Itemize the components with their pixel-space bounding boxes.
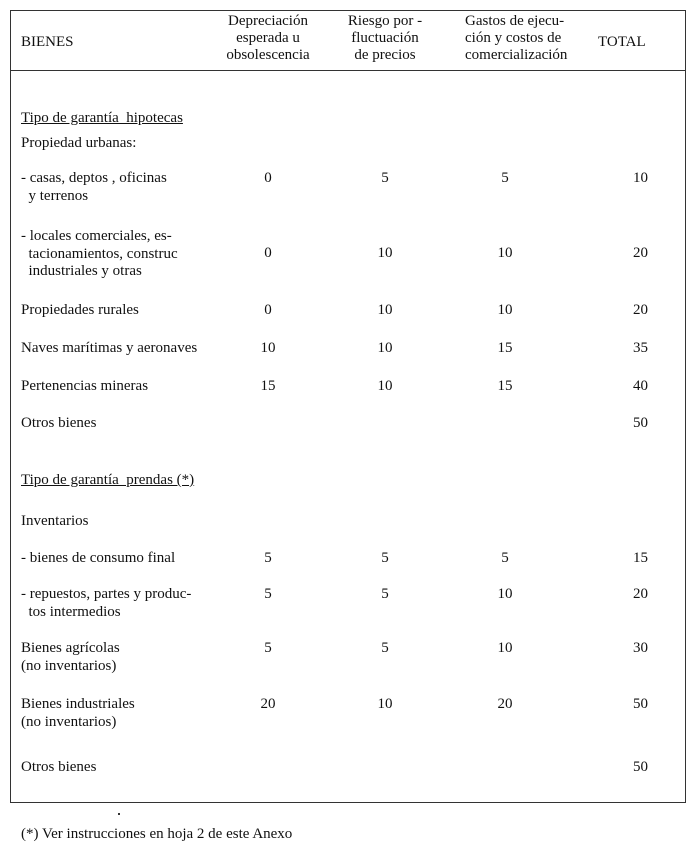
cell-depreciacion: 15 — [260, 378, 276, 394]
header-line: ción y costos de — [465, 30, 562, 46]
row-label: Propiedad urbanas: — [21, 135, 137, 151]
header-line: Riesgo por - — [347, 13, 423, 29]
cell-riesgo: 10 — [377, 378, 393, 394]
header-line: fluctuación — [351, 30, 419, 46]
header-bienes: BIENES — [21, 34, 74, 50]
speck — [118, 813, 120, 815]
row-label: - casas, deptos , oficinas y terrenos — [21, 170, 167, 204]
cell-riesgo: 10 — [377, 302, 393, 318]
cell-riesgo: 10 — [377, 245, 393, 261]
cell-depreciacion: 5 — [264, 550, 272, 566]
row-label: - bienes de consumo final — [21, 550, 176, 566]
header-line: de precios — [354, 47, 416, 63]
cell-depreciacion: 0 — [264, 245, 272, 261]
cell-total: 10 — [633, 170, 648, 186]
row-label: Inventarios — [21, 513, 89, 529]
row-label: Otros bienes — [21, 759, 97, 775]
header-total: TOTAL — [598, 34, 646, 50]
row-label: Bienes industriales (no inventarios) — [21, 696, 135, 730]
header-depreciacion — [218, 13, 318, 64]
cell-total: 20 — [633, 586, 648, 602]
cell-total: 50 — [633, 759, 648, 775]
row-label: - repuestos, partes y produc- tos intermedios — [21, 586, 192, 620]
cell-gastos: 10 — [497, 245, 513, 261]
row-label: Propiedades rurales — [21, 302, 139, 318]
cell-gastos: 5 — [501, 170, 509, 186]
header-line: Depreciación — [228, 13, 308, 29]
header-line: comercialización — [465, 47, 568, 63]
cell-depreciacion: 0 — [264, 302, 272, 318]
cell-riesgo: 5 — [381, 550, 389, 566]
cell-gastos: 15 — [497, 378, 513, 394]
header-line: Gastos de ejecu- — [465, 13, 565, 29]
cell-depreciacion: 20 — [260, 696, 276, 712]
cell-total: 30 — [633, 640, 648, 656]
cell-total: 40 — [633, 378, 648, 394]
header-riesgo — [340, 13, 430, 64]
header-line: obsolescencia — [226, 47, 310, 63]
cell-gastos: 20 — [497, 696, 513, 712]
cell-depreciacion: 5 — [264, 586, 272, 602]
row-label: Otros bienes — [21, 415, 97, 431]
cell-gastos: 10 — [497, 586, 513, 602]
cell-total: 50 — [633, 696, 648, 712]
row-label: Pertenencias mineras — [21, 378, 149, 394]
section-title: Tipo de garantía prendas (*) — [21, 472, 195, 488]
cell-depreciacion: 10 — [260, 340, 276, 356]
cell-total: 35 — [633, 340, 648, 356]
row-label: Naves marítimas y aeronaves — [21, 340, 198, 356]
cell-gastos: 10 — [497, 302, 513, 318]
footnote: (*) Ver instrucciones en hoja 2 de este Anexo — [21, 826, 293, 842]
cell-riesgo: 5 — [381, 640, 389, 656]
section-title: Tipo de garantía hipotecas — [21, 110, 183, 126]
cell-riesgo: 10 — [377, 340, 393, 356]
header-gastos — [465, 13, 567, 64]
cell-total: 20 — [633, 302, 648, 318]
cell-depreciacion: 0 — [264, 170, 272, 186]
row-label: - locales comerciales, es- tacionamientos, construc industriales y otras — [21, 228, 178, 279]
cell-total: 15 — [633, 550, 648, 566]
cell-depreciacion: 5 — [264, 640, 272, 656]
cell-gastos: 5 — [501, 550, 509, 566]
cell-total: 50 — [633, 415, 648, 431]
header-line: esperada u — [236, 30, 300, 46]
cell-riesgo: 10 — [377, 696, 393, 712]
cell-gastos: 15 — [497, 340, 513, 356]
cell-riesgo: 5 — [381, 170, 389, 186]
header-divider — [10, 70, 686, 71]
table-border — [10, 10, 686, 803]
cell-riesgo: 5 — [381, 586, 389, 602]
cell-total: 20 — [633, 245, 648, 261]
row-label: Bienes agrícolas (no inventarios) — [21, 640, 120, 674]
cell-gastos: 10 — [497, 640, 513, 656]
